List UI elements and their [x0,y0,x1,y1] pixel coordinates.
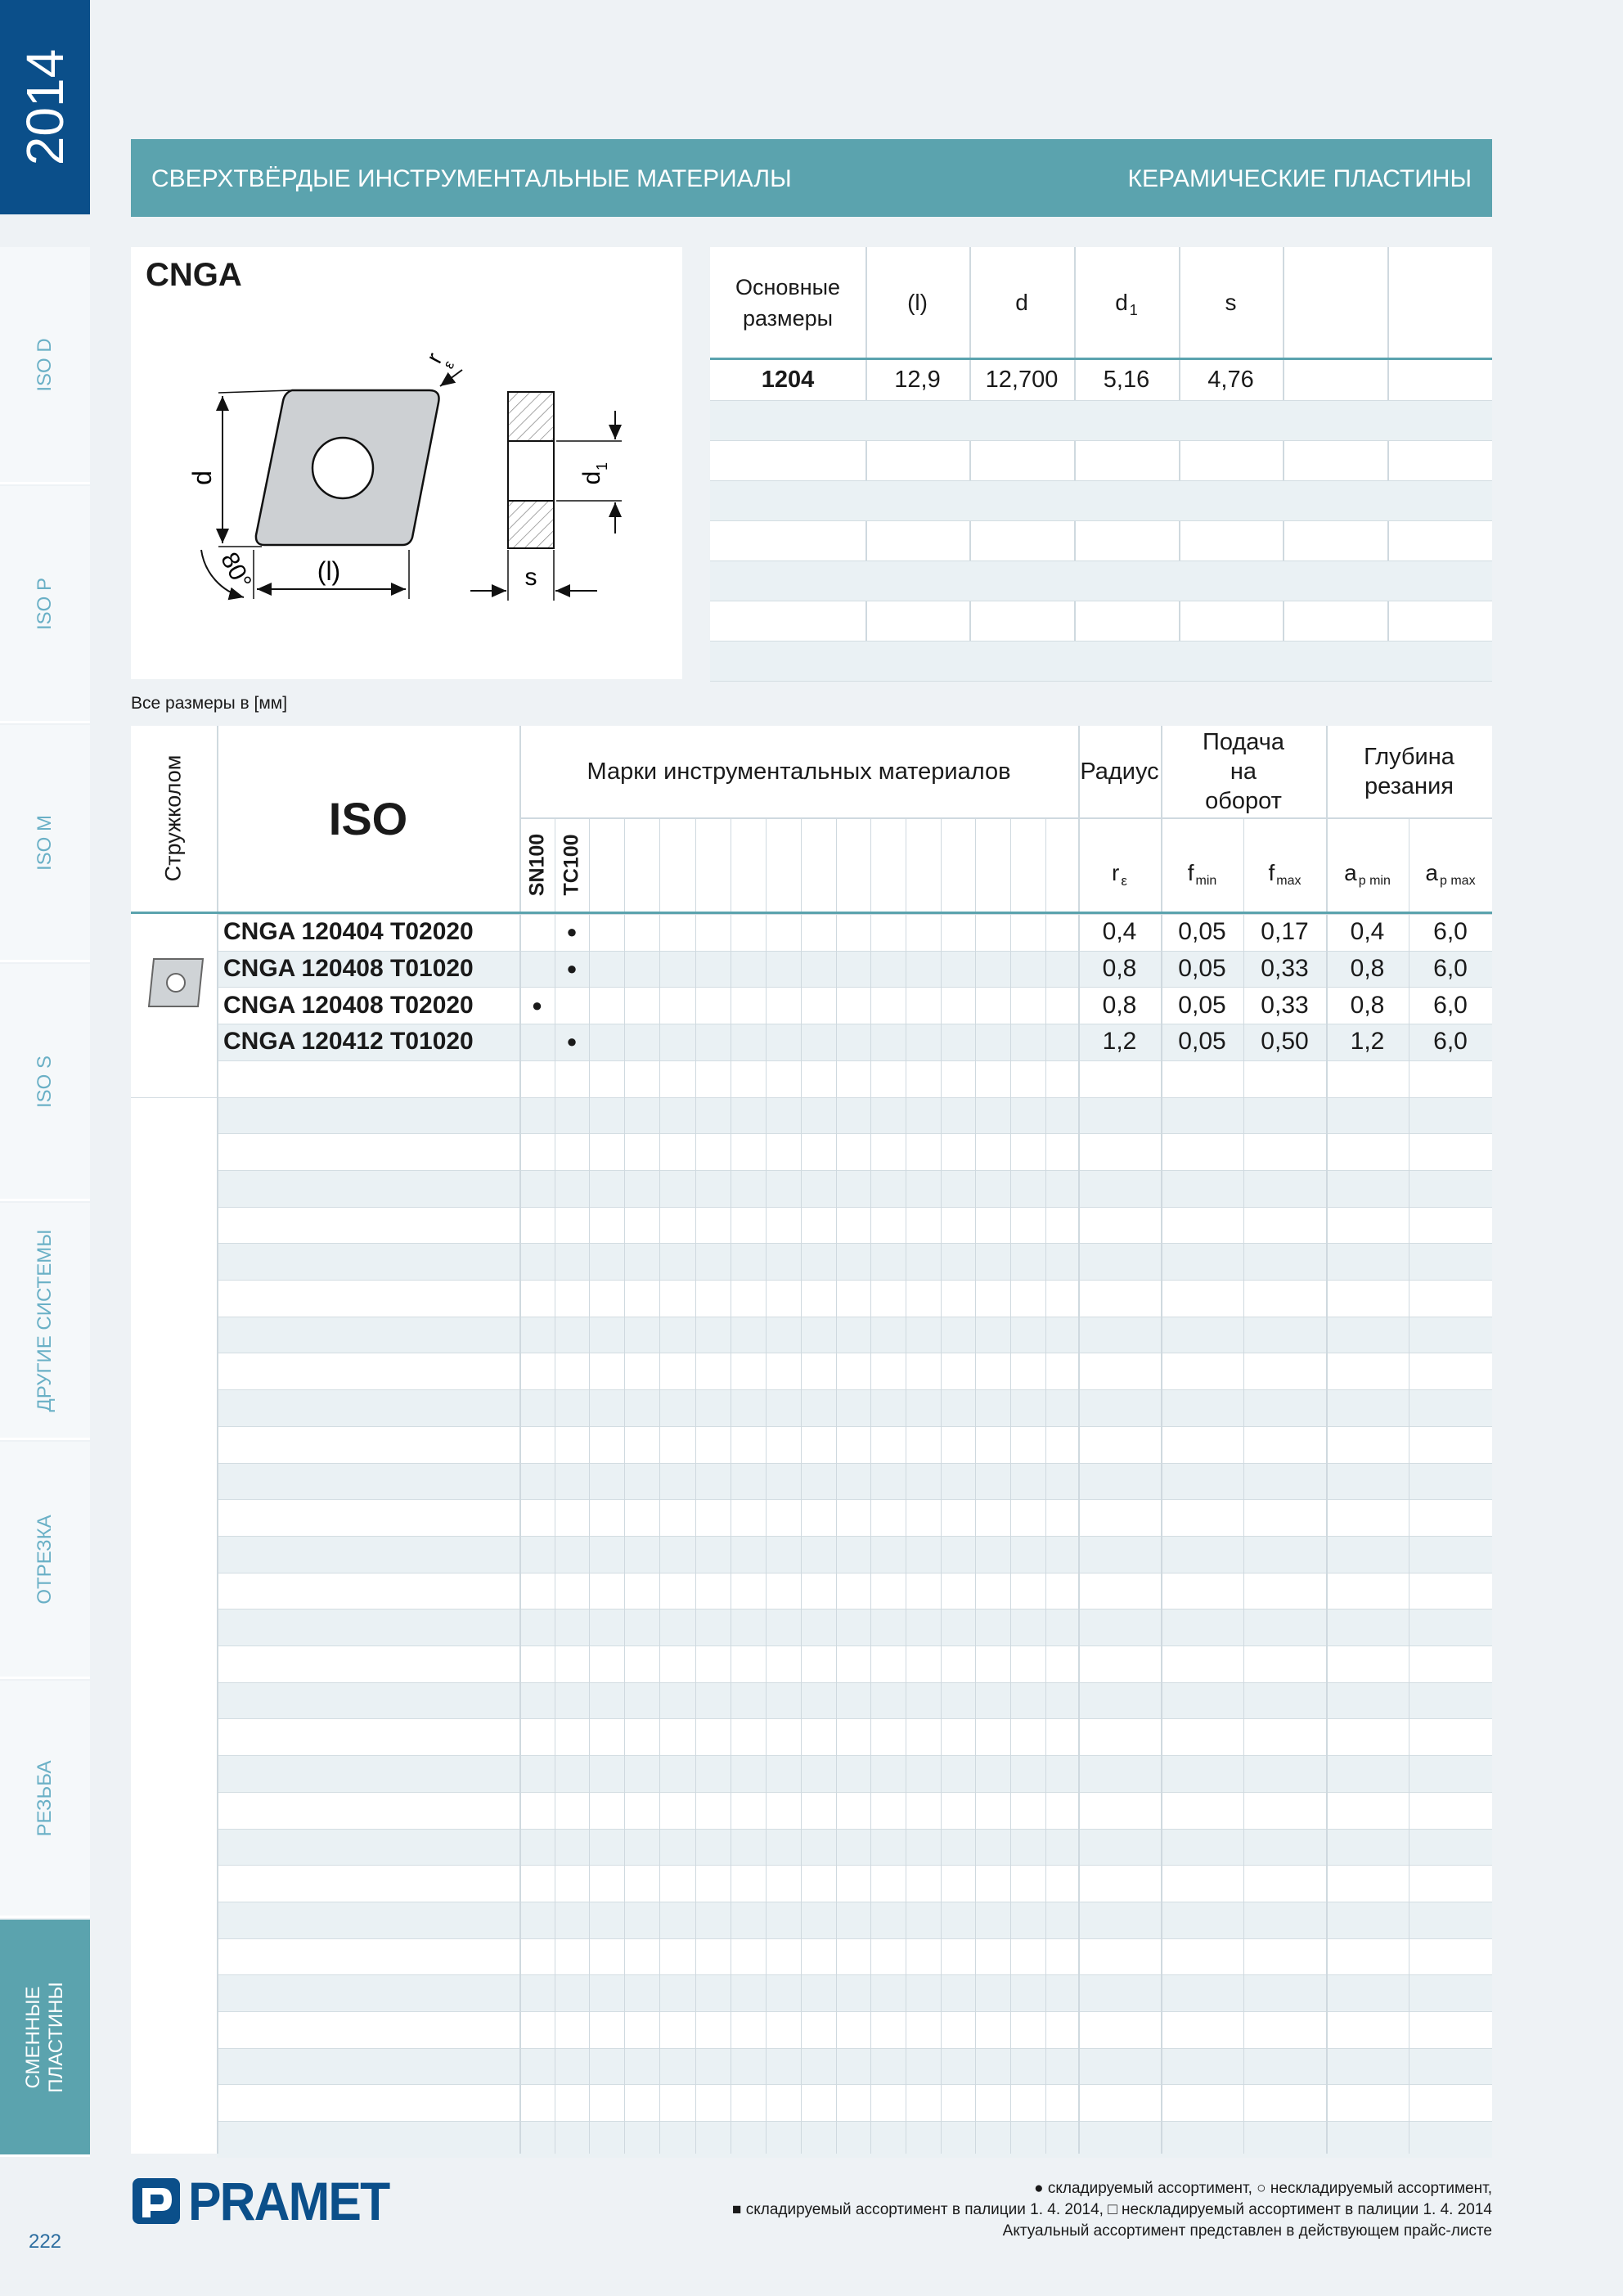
dims-cell: 1204 [761,367,815,393]
radius-value: 0,8 [1102,991,1137,1019]
insert-type-title: CNGA [146,257,242,293]
dim-label-re-sub: ε [439,358,458,371]
table-row-bg [217,1463,1492,1500]
grid-line [217,2121,1492,2122]
grid-line [217,1682,1492,1683]
tc100-mark: ● [566,921,578,943]
sidebar-item-7[interactable] [0,1681,90,1918]
dim-label-d1: d [578,470,605,485]
sym-apmax-subscript: p max [1440,873,1476,888]
sym-fmin [1161,834,1243,912]
apmax-value: 6,0 [1433,1028,1468,1056]
grade-label: TC100 [560,833,583,896]
iso-code: CNGA 120412 T01020 [223,1028,474,1056]
grid-line [217,1645,1492,1646]
dim-label-d: d [187,470,217,485]
dim-label-d1-sub: 1 [594,461,610,471]
apmax-value: 6,0 [1433,918,1468,946]
dims-header-0: Основные размеры [735,274,841,331]
grid-line [217,1097,1492,1098]
sym-fmax [1243,834,1326,912]
grid-line [217,1718,1492,1719]
dims-row-bg [710,480,1492,520]
dim-label-s: s [524,564,537,591]
grid-line [710,681,1492,682]
sidebar-item-8[interactable] [0,1920,90,2157]
grid-line [217,1865,1492,1866]
dims-header-3-symbol: d [1115,289,1128,315]
dims-cell: 12,9 [894,367,941,393]
apmax-value: 6,0 [1433,991,1468,1019]
grid-line [217,2011,1492,2012]
radius-value: 0,8 [1102,955,1137,983]
dims-header-5 [1283,247,1387,358]
grade-header-1 [555,817,589,912]
table-row[interactable] [131,1024,1492,1060]
table-row-bg [217,1097,1492,1134]
section-header [131,139,1492,217]
dims-cell: 4,76 [1207,367,1254,393]
dims-header-2: d [1015,289,1028,315]
sidebar-item-5[interactable] [0,1203,90,1440]
dims-row-bg [710,641,1492,681]
grade-header-0 [519,817,555,912]
table-row-bg [217,1389,1492,1426]
grid-line [217,1060,1492,1061]
dim-label-angle: 80° [215,547,257,594]
apmin-value: 0,4 [1350,918,1385,946]
insert-hole [312,438,373,498]
sym-fmax-subscript: max [1276,873,1302,888]
table-row-bg [217,1609,1492,1645]
grid-line [217,1974,1492,1975]
header-category: СВЕРХТВЁРДЫЕ ИНСТРУМЕНТАЛЬНЫЕ МАТЕРИАЛЫ [151,165,792,192]
sidebar-item-label: ISO S [34,1055,56,1108]
legend-line: ● складируемый ассортимент, ○ нескладируемый ассортимент, [1034,2180,1492,2197]
grid-line [710,440,1492,441]
basic-dimensions-table [710,247,1492,679]
table-row[interactable] [131,951,1492,988]
grid-line [710,560,1492,561]
grid-line [217,1463,1492,1464]
dims-cell [1387,360,1492,400]
tc100-mark: ● [566,958,578,979]
iso-code: CNGA 120408 T01020 [223,955,474,983]
sidebar-item-label: ОТРЕЗКА [34,1514,56,1605]
grid-line [217,1792,1492,1793]
chipbreaker-label: Стружколом [160,754,186,882]
grid-line [217,2084,1492,2085]
sidebar [0,0,90,2296]
chipbreaker-header [131,726,217,912]
sym-r [1078,834,1161,912]
grid-line [217,1170,1492,1171]
fmax-value: 0,33 [1261,991,1309,1019]
sym-apmin-symbol: a [1344,859,1357,885]
dims-header-3-subscript: 1 [1129,302,1138,318]
sidebar-item-1[interactable] [0,247,90,484]
sidebar-item-label: РЕЗЬБА [34,1760,56,1836]
table-row-bg [217,1829,1492,1866]
header-subcategory: КЕРАМИЧЕСКИЕ ПЛАСТИНЫ [1127,165,1472,192]
sn100-mark: ● [531,994,543,1015]
fmin-value: 0,05 [1178,991,1226,1019]
fmin-value: 0,05 [1178,955,1226,983]
pramet-logo [131,2172,407,2230]
dims-header-1: (l) [907,289,928,315]
sidebar-item-label: ДРУГИЕ СИСТЕМЫ [34,1229,56,1411]
sidebar-item-6[interactable] [0,1442,90,1679]
sidebar-item-label: СМЕННЫЕ ПЛАСТИНЫ [22,1981,67,2093]
sn100-mark [519,1024,555,1060]
tc100-mark [555,987,589,1024]
tc100-mark: ● [566,1031,578,1052]
table-row-bg [217,1243,1492,1280]
grade-label: SN100 [525,833,548,896]
table-row-bg [217,2048,1492,2085]
legend [732,2178,1492,2242]
sym-fmin-symbol: f [1187,859,1194,885]
depth-header: Глубина резания [1364,744,1454,799]
sidebar-year: 2014 [16,48,74,166]
grid-line [217,1829,1492,1830]
dims-row-bg [710,560,1492,601]
pramet-logo-icon [131,2177,182,2226]
iso-header: ISO [328,793,408,844]
dims-header-4: s [1225,289,1237,315]
grid-line [217,1426,1492,1427]
sidebar-item-2[interactable] [0,486,90,723]
grid-line [217,1499,1492,1500]
grid-line [710,480,1492,481]
dims-header-3 [1074,247,1179,358]
fmax-value: 0,17 [1261,918,1309,946]
dims-cell [1283,360,1387,400]
radius-value: 1,2 [1102,1028,1137,1056]
grid-line [710,400,1492,401]
insert-drawing [131,247,682,679]
dim-label-re: r [420,349,447,367]
iso-code: CNGA 120408 T02020 [223,991,474,1019]
table-row-bg [217,1902,1492,1938]
feed-header: Подача на оборот [1203,729,1284,814]
dims-cell: 12,700 [985,367,1059,393]
sidebar-item-4[interactable] [0,964,90,1201]
sym-r-subscript: ε [1121,872,1127,889]
sym-apmax [1409,834,1492,912]
grid-line [710,641,1492,642]
radius-header: Радиус [1080,758,1159,785]
units-note: Все размеры в [мм] [131,694,288,713]
dims-header-6 [1387,247,1492,358]
table-row-bg [217,1682,1492,1719]
table-row-bg [217,1536,1492,1573]
table-row-bg [217,1170,1492,1207]
sidebar-item-label: ISO M [34,814,56,871]
dim-label-l: (l) [317,556,341,586]
sidebar-item-3[interactable] [0,725,90,962]
grid-line [217,1133,1492,1134]
grid-line [217,2048,1492,2049]
table-row[interactable] [131,914,1492,951]
grid-line [217,1389,1492,1390]
radius-value: 0,4 [1102,918,1137,946]
grades-header: Марки инструментальных материалов [587,758,1011,785]
apmin-value: 1,2 [1350,1028,1385,1056]
legend-line: Актуальный ассортимент представлен в действующем прайс-листе [1002,2222,1492,2240]
grid-line [217,1938,1492,1939]
sn100-mark [519,914,555,951]
apmin-value: 0,8 [1350,991,1385,1019]
sym-fmax-symbol: f [1268,859,1275,885]
grid-line [217,1536,1492,1537]
fmax-value: 0,50 [1261,1028,1309,1056]
sym-fmin-subscript: min [1195,873,1217,888]
table-row-bg [217,2121,1492,2158]
iso-code: CNGA 120404 T02020 [223,918,474,946]
page-number: 222 [28,2231,62,2253]
dims-cell: 5,16 [1103,367,1150,393]
sym-r-symbol: r [1112,859,1120,885]
sym-apmax-symbol: a [1425,859,1438,885]
legend-line: ■ складируемый ассортимент в палиции 1. 4. 2014, □ нескладируемый ассортимент в палиции 1. 4. 2014 [731,2201,1492,2218]
fmax-value: 0,33 [1261,955,1309,983]
apmax-value: 6,0 [1433,955,1468,983]
grid-line [217,1207,1492,1208]
sidebar-year-tab[interactable] [0,0,90,214]
sidebar-item-label: ISO P [34,577,56,630]
sn100-mark [519,951,555,988]
table-row[interactable] [131,987,1492,1024]
grid-line [217,1243,1492,1244]
pramet-logo-text: PRAMET [188,2171,389,2231]
grid-line [519,817,1492,819]
table-row-bg [217,1974,1492,2011]
sym-apmin-subscript: p min [1358,873,1391,888]
grid-line [710,520,1492,521]
sym-apmin [1326,834,1409,912]
fmin-value: 0,05 [1178,918,1226,946]
apmin-value: 0,8 [1350,955,1385,983]
grades-table [131,726,1492,2154]
insert-diagram [131,247,682,679]
fmin-value: 0,05 [1178,1028,1226,1056]
grid-line [217,1280,1492,1281]
grid-line [131,1097,217,1098]
sidebar-item-label: ISO D [34,337,56,392]
dims-row-bg [710,400,1492,440]
grid-line [217,1755,1492,1756]
table-row-bg [217,1755,1492,1792]
table-row-bg [217,1317,1492,1353]
